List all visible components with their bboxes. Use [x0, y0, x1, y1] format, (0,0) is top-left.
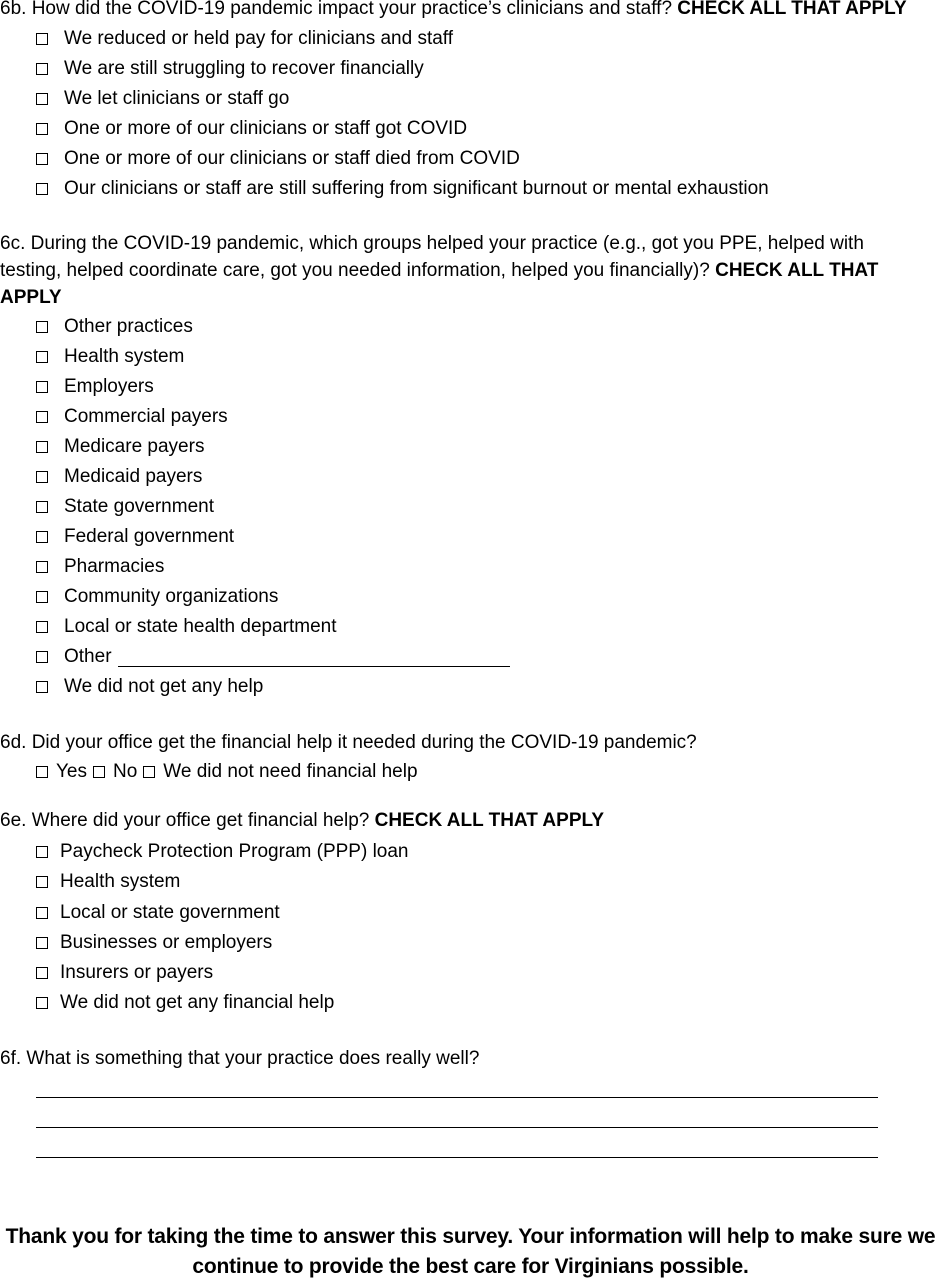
option-label-yes: Yes	[56, 761, 87, 782]
checkbox-option[interactable]	[36, 615, 337, 639]
checkbox[interactable]	[36, 501, 48, 513]
question-6c-instruction: CHECK ALL THAT	[715, 260, 879, 281]
checkbox[interactable]	[36, 33, 48, 45]
option-label: Businesses or employers	[60, 932, 273, 953]
checkbox-option-other[interactable]	[36, 645, 510, 669]
option-label: One or more of our clinicians or staff died from COVID	[64, 148, 520, 169]
checkbox-option[interactable]	[36, 870, 180, 894]
checkbox[interactable]	[36, 351, 48, 363]
checkbox-option[interactable]	[36, 315, 193, 339]
checkbox-option[interactable]	[36, 405, 228, 429]
question-6c-instruction-cont: APPLY	[0, 287, 62, 308]
checkbox[interactable]	[36, 591, 48, 603]
option-label: Other	[64, 646, 112, 667]
checkbox-option[interactable]	[36, 585, 278, 609]
question-6b-instruction: CHECK ALL THAT APPLY	[677, 0, 907, 19]
checkbox[interactable]	[36, 411, 48, 423]
option-label: Community organizations	[64, 586, 279, 607]
checkbox[interactable]	[36, 561, 48, 573]
checkbox-option[interactable]	[36, 147, 520, 171]
checkbox-option[interactable]	[36, 840, 409, 864]
checkbox-option[interactable]	[36, 435, 204, 459]
option-label: We let clinicians or staff go	[64, 88, 290, 109]
checkbox[interactable]	[36, 183, 48, 195]
option-label: Paycheck Protection Program (PPP) loan	[60, 841, 409, 862]
answer-line[interactable]	[36, 1097, 878, 1098]
option-label: Other practices	[64, 316, 193, 337]
checkbox[interactable]	[36, 621, 48, 633]
checkbox-option[interactable]	[36, 931, 272, 955]
checkbox[interactable]	[36, 937, 48, 949]
option-label: We did not get any help	[64, 676, 264, 697]
option-label: Medicaid payers	[64, 466, 203, 487]
question-6c-line3	[0, 284, 62, 311]
checkbox[interactable]	[36, 651, 48, 663]
option-label: Commercial payers	[64, 406, 228, 427]
checkbox[interactable]	[36, 531, 48, 543]
checkbox[interactable]	[36, 123, 48, 135]
option-label: Our clinicians or staff are still suffering from significant burnout or mental exhaustion	[64, 178, 769, 199]
checkbox[interactable]	[36, 681, 48, 693]
thank-you-message	[0, 1222, 941, 1282]
thank-you-line-1: Thank you for taking the time to answer this survey. Your information will help to make sure we	[5, 1225, 936, 1248]
option-label-not-needed: We did not need financial help	[163, 761, 418, 782]
thank-you-line-2: continue to provide the best care for Virginians possible.	[192, 1255, 749, 1278]
option-label: Local or state government	[60, 902, 280, 923]
checkbox-option[interactable]	[36, 177, 769, 201]
checkbox-option[interactable]	[36, 961, 213, 985]
checkbox-option[interactable]	[36, 57, 424, 81]
checkbox-option[interactable]	[36, 117, 467, 141]
answer-line[interactable]	[36, 1127, 878, 1128]
question-6d-options	[36, 760, 418, 784]
option-label-no: No	[113, 761, 138, 782]
checkbox-option[interactable]	[36, 27, 453, 51]
option-label: Pharmacies	[64, 556, 165, 577]
checkbox-not-needed[interactable]	[143, 766, 155, 778]
option-label: State government	[64, 496, 214, 517]
answer-line[interactable]	[36, 1157, 878, 1158]
question-6c-line2	[0, 257, 878, 284]
checkbox-option[interactable]	[36, 991, 334, 1015]
option-label: Employers	[64, 376, 154, 397]
question-6b	[0, 0, 907, 22]
checkbox[interactable]	[36, 471, 48, 483]
checkbox[interactable]	[36, 876, 48, 888]
checkbox-option[interactable]	[36, 675, 263, 699]
option-label: One or more of our clinicians or staff got COVID	[64, 118, 468, 139]
option-label: Medicare payers	[64, 436, 205, 457]
checkbox-option[interactable]	[36, 375, 154, 399]
option-label: We did not get any financial help	[60, 992, 335, 1013]
checkbox[interactable]	[36, 441, 48, 453]
checkbox[interactable]	[36, 381, 48, 393]
option-label: Local or state health department	[64, 616, 337, 637]
question-6f: 6f. What is something that your practice does really well?	[0, 1048, 480, 1069]
checkbox-option[interactable]	[36, 495, 214, 519]
checkbox-option[interactable]	[36, 901, 280, 925]
checkbox-option[interactable]	[36, 525, 234, 549]
question-6e	[0, 807, 604, 834]
checkbox-yes[interactable]	[36, 766, 48, 778]
question-6b-text: 6b. How did the COVID-19 pandemic impact your practice’s clinicians and staff?	[0, 0, 678, 19]
question-6e-text: 6e. Where did your office get financial help?	[0, 810, 375, 831]
question-6c-text: testing, helped coordinate care, got you needed information, helped you financially)?	[0, 260, 716, 281]
option-label: We are still struggling to recover financially	[64, 58, 424, 79]
checkbox-option[interactable]	[36, 345, 184, 369]
question-6e-instruction: CHECK ALL THAT APPLY	[374, 810, 605, 831]
option-label: Federal government	[64, 526, 235, 547]
checkbox[interactable]	[36, 846, 48, 858]
checkbox[interactable]	[36, 63, 48, 75]
question-6c-line1: 6c. During the COVID-19 pandemic, which groups helped your practice (e.g., got you PPE, helped with	[0, 233, 864, 254]
checkbox[interactable]	[36, 997, 48, 1009]
checkbox[interactable]	[36, 153, 48, 165]
checkbox-option[interactable]	[36, 87, 289, 111]
question-6d: 6d. Did your office get the financial help it needed during the COVID-19 pandemic?	[0, 732, 697, 753]
checkbox-no[interactable]	[93, 766, 105, 778]
option-label: Health system	[64, 346, 185, 367]
checkbox-option[interactable]	[36, 465, 202, 489]
checkbox[interactable]	[36, 321, 48, 333]
other-write-in-field[interactable]	[118, 648, 510, 667]
checkbox-option[interactable]	[36, 555, 164, 579]
option-label: We reduced or held pay for clinicians and staff	[64, 28, 454, 49]
checkbox[interactable]	[36, 907, 48, 919]
option-label: Insurers or payers	[60, 962, 214, 983]
option-label: Health system	[60, 871, 181, 892]
checkbox[interactable]	[36, 93, 48, 105]
checkbox[interactable]	[36, 967, 48, 979]
